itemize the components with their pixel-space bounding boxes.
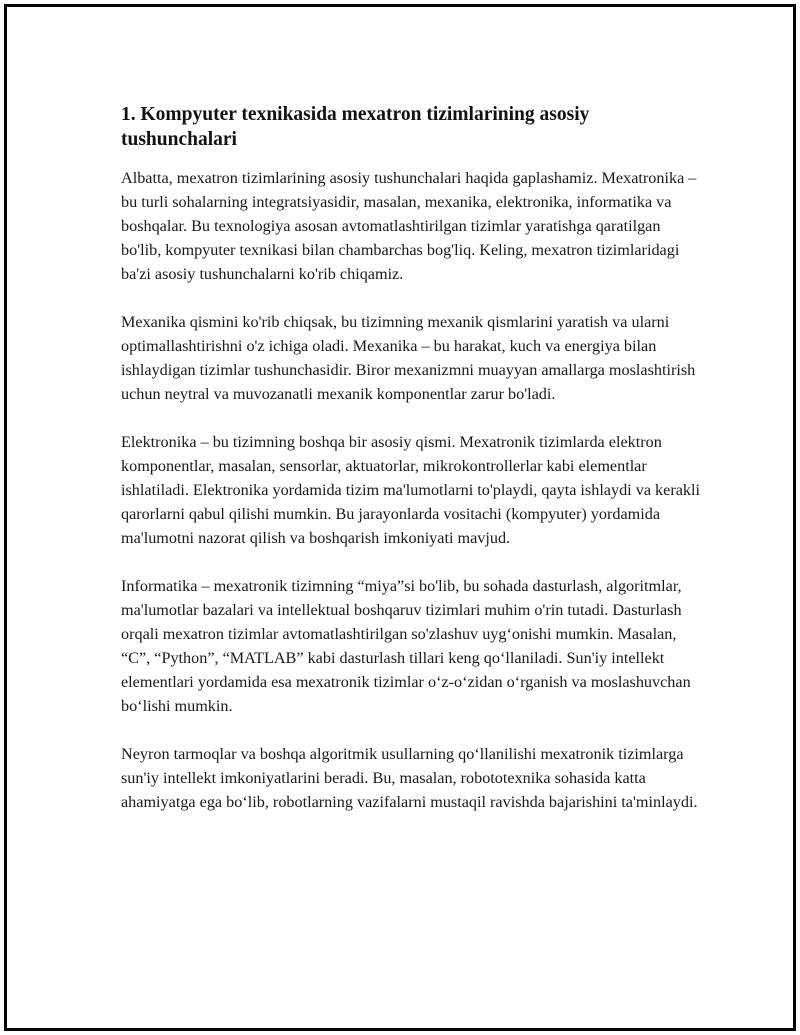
document-body	[121, 102, 701, 838]
paragraph-informatics: Informatika – mexatronik tizimning “miya”si bo'lib, bu sohada dasturlash, algoritmlar, ma'lumotlar bazalari va intellektual boshqaruv tizimlari muhim o'rin tutadi. Dasturlash orqali mexatron tizimlar avtomatlashtirilgan so'zlashuv uyg‘onishi mumkin. Masalan, “C”, “Python”, “MATLAB” kabi dasturlash tillari keng qo‘llaniladi. Sun'iy intellekt elementlari yordamida esa mexatronik tizimlar o‘z-o‘zidan o‘rganish va moslashuvchan bo‘lishi mumkin.	[121, 577, 691, 715]
paragraph-electronics: Elektronika – bu tizimning boshqa bir asosiy qismi. Mexatronik tizimlarda elektron komponentlar, masalan, sensorlar, aktuatorlar, mikrokontrollerlar kabi elementlar ishlatiladi. Elektronika yordamida tizim ma'lumotlarni to'playdi, qayta ishlaydi va kerakli qarorlarni qabul qilishi mumkin. Bu jarayonlarda vositachi (kompyuter) yordamida ma'lumotni nazorat qilish va boshqarish imkoniyati mavjud.	[121, 433, 700, 547]
paragraph-neural-networks: Neyron tarmoqlar va boshqa algoritmik usullarning qo‘llanilishi mexatronik tizimlarga sun'iy intellekt imkoniyatlarini beradi. Bu, masalan, robototexnika sohasida katta ahamiyatga ega bo‘lib, robotlarning vazifalarni mustaqil ravishda bajarishini ta'minlaydi.	[121, 745, 698, 811]
paragraph-mechanics: Mexanika qismini ko'rib chiqsak, bu tizimning mexanik qismlarini yaratish va ularni optimallashtirishni o'z ichiga oladi. Mexanika – bu harakat, kuch va energiya bilan ishlaydigan tizimlar tushunchasidir. Biror mexanizmni muayyan amallarga moslashtirish uchun neytral va muvozanatli mexanik komponentlar zarur bo'ladi.	[121, 313, 696, 403]
document-title: 1. Kompyuter texnikasida mexatron tizimlarining asosiy tushunchalari	[121, 104, 590, 150]
page-frame	[4, 4, 796, 1031]
paragraph-intro: Albatta, mexatron tizimlarining asosiy tushunchalari haqida gaplashamiz. Mexatronika – bu turli sohalarning integratsiyasidir, masalan, mexanika, elektronika, informatika va boshqalar. Bu texnologiya asosan avtomatlashtirilgan tizimlar yaratishga qaratilgan bo'lib, kompyuter texnikasi bilan chambarchas bog'liq. Keling, mexatron tizimlaridagi ba'zi asosiy tushunchalarni ko'rib chiqamiz.	[121, 169, 697, 283]
